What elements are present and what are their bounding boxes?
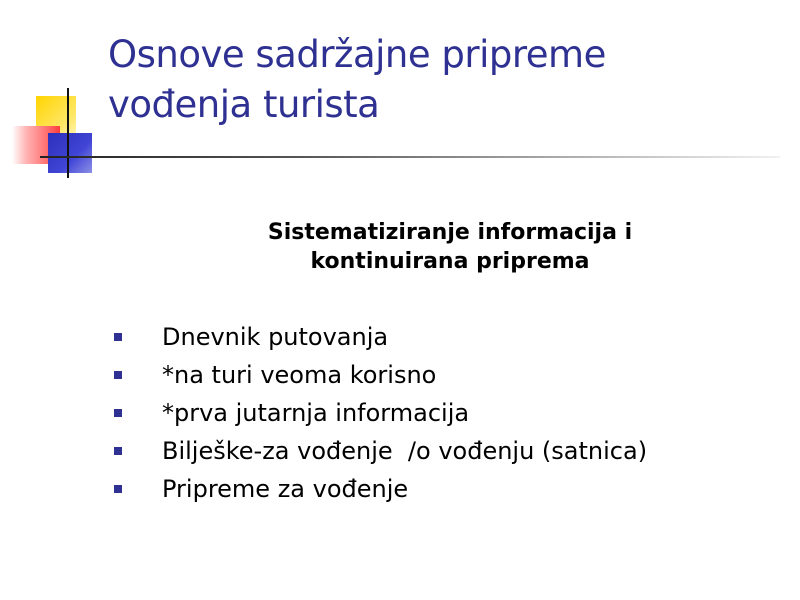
list-item <box>110 318 780 356</box>
bullet-text: Dnevnik putovanja <box>162 323 389 351</box>
slide-subheading <box>200 218 700 276</box>
list-item <box>110 470 780 508</box>
list-item <box>110 356 780 394</box>
bullet-text: *na turi veoma korisno <box>162 361 437 389</box>
list-item <box>110 394 780 432</box>
bullet-list <box>110 318 780 508</box>
slide-title-line-1: Osnove sadržajne pripreme <box>108 33 606 76</box>
list-item <box>110 432 780 470</box>
bullet-text: Bilješke-za vođenje /o vođenju (satnica) <box>162 437 648 465</box>
blue-square-shape <box>48 133 92 173</box>
bullet-text: Pripreme za vođenje <box>162 475 409 503</box>
bullet-text: *prva jutarnja informacija <box>162 399 470 427</box>
square-bullet-icon <box>114 371 122 379</box>
slide-subheading-line-2: kontinuirana priprema <box>310 249 590 274</box>
slide-title <box>108 30 778 130</box>
title-underline <box>40 156 780 158</box>
square-bullet-icon <box>114 485 122 493</box>
square-bullet-icon <box>114 447 122 455</box>
vertical-divider-line <box>67 88 69 178</box>
square-bullet-icon <box>114 333 122 341</box>
slide-title-line-2: vođenja turista <box>108 83 380 126</box>
slide-subheading-line-1: Sistematiziranje informacija i <box>267 220 633 245</box>
square-bullet-icon <box>114 409 122 417</box>
